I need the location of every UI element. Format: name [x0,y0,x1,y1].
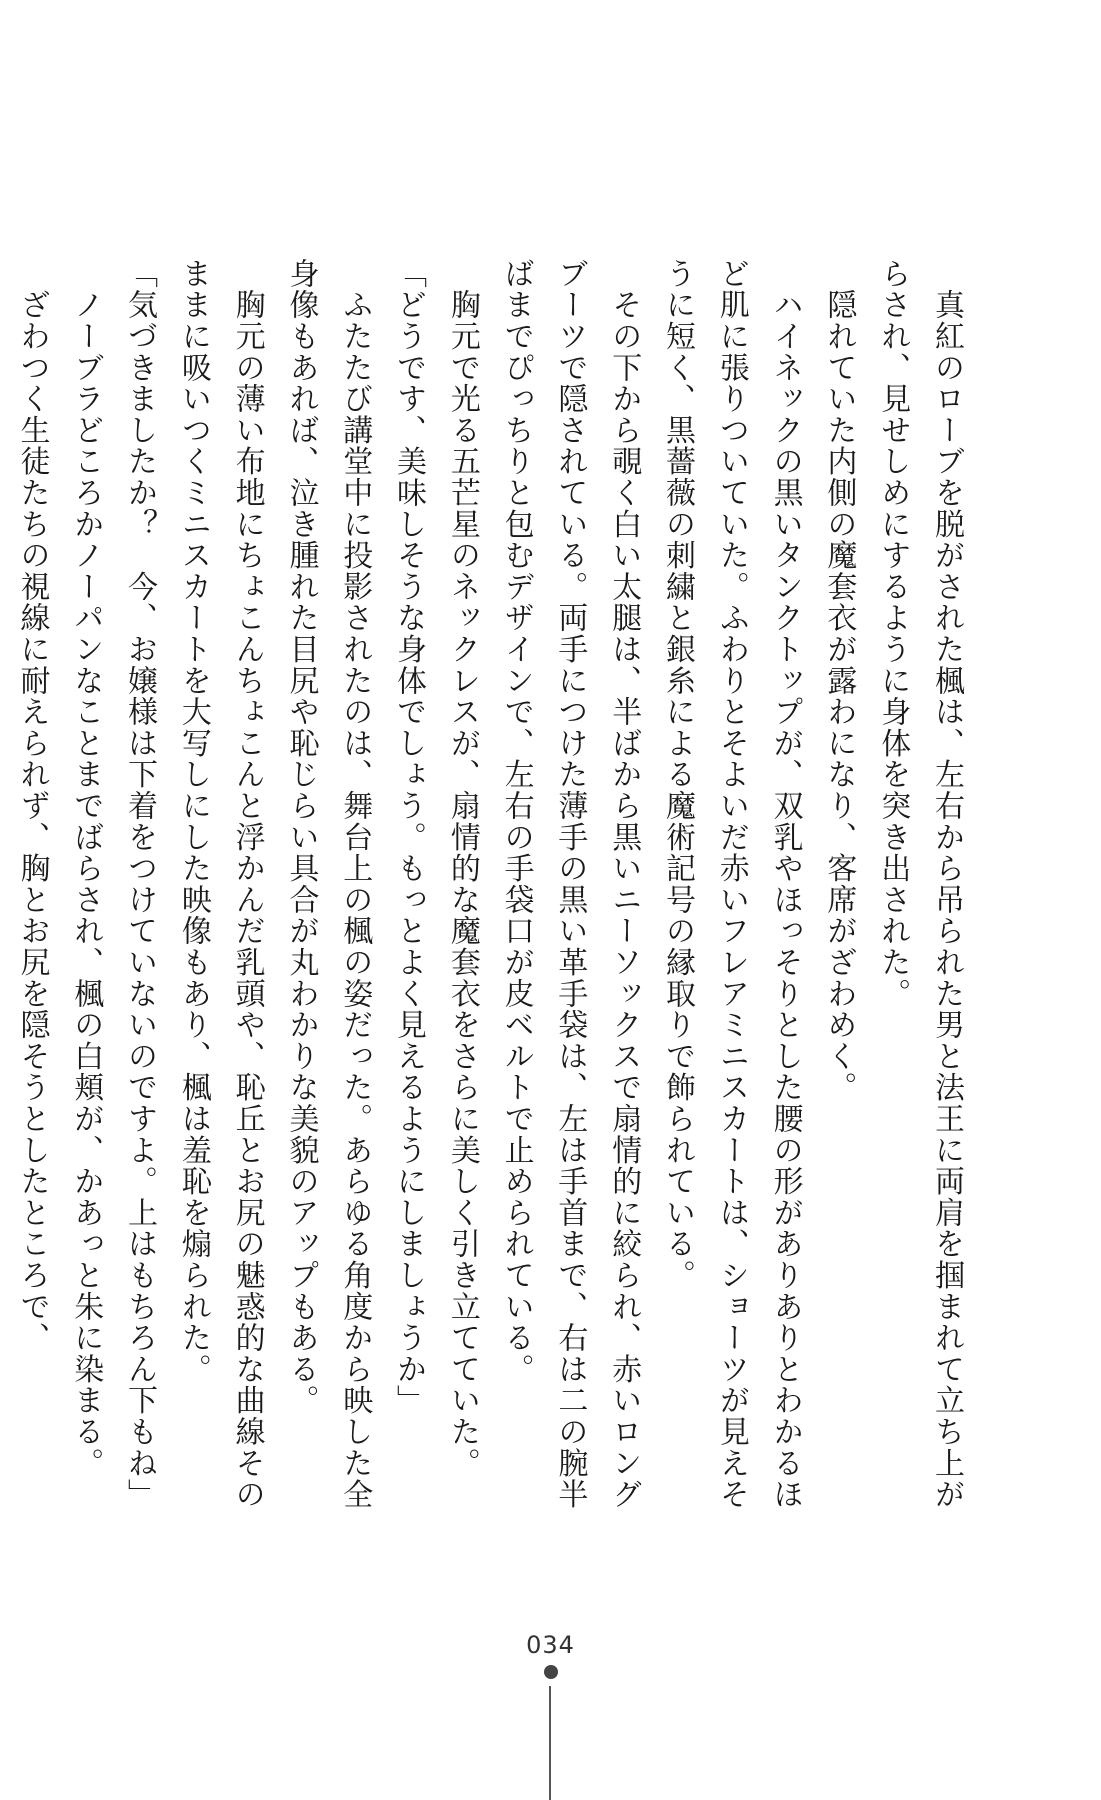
text-line: ハイネックの黒いタンクトップが、双乳やほっそりとした腰の形がありありとわかるほ [767,258,803,1510]
page-footer [0,1631,1101,1683]
text-line: 胸元の薄い布地にちょこんちょこんと浮かんだ乳頭や、恥丘とお尻の魅惑的な曲線その [229,258,265,1510]
text-line: 真紅のローブを脱がされた楓は、左右から吊られた男と法王に両肩を掴まれて立ち上が [929,258,964,1510]
text-line: 「気づきましたか？ 今、お嬢様は下着をつけていないのですよ。上はもちろん下もね」 [122,258,158,1510]
text-line: その下から覗く白い太腿は、半ばから黒いニーソックスで扇情的に絞られ、赤いロング [606,258,642,1510]
text-line: ど肌に張りついていた。ふわりとそよいだ赤いフレアミニスカートは、ショーツが見えそ [713,258,749,1510]
page-number: 034 [526,1631,575,1659]
text-line: らされ、見せしめにするように身体を突き出された。 [875,258,911,1010]
footer-stem-line [549,1686,551,1800]
text-line: うに短く、黒薔薇の刺繍と銀糸による魔術記号の縁取りで飾られている。 [660,258,696,1291]
text-line: ブーツで隠されている。両手につけた薄手の黒い革手袋は、左は手首まで、右は二の腕半 [552,258,588,1510]
body-text [14,258,973,1510]
text-line: 隠れていた内側の魔套衣が露わになり、客席がざわめく。 [821,258,857,1104]
text-line: ノーブラどころかノーパンなことまでばらされ、楓の白頬が、かあっと朱に染まる。 [68,258,104,1479]
text-line: 胸元で光る五芒星のネックレスが、扇情的な魔套衣をさらに美しく引き立てていた。 [444,258,480,1479]
text-line: 身像もあれば、泣き腫れた目尻や恥じらい具合が丸わかりな美貌のアップもある。 [283,258,319,1417]
text-line: 「どうです、美味しそうな身体でしょう。もっとよく見えるようにしましょうか」 [391,258,427,1417]
page-dot-icon [544,1665,558,1679]
text-line: ままに吸いつくミニスカートを大写しにした映像もあり、楓は羞恥を煽られた。 [175,258,211,1385]
text-line: ふたたび講堂中に投影されたのは、舞台上の楓の姿だった。あらゆる角度から映した全 [337,258,373,1510]
text-line: ばまでぴっちりと包むデザインで、左右の手袋口が皮ベルトで止められている。 [498,258,534,1385]
text-line: ざわつく生徒たちの視線に耐えられず、胸とお尻を隠そうとしたところで、 [14,258,50,1354]
